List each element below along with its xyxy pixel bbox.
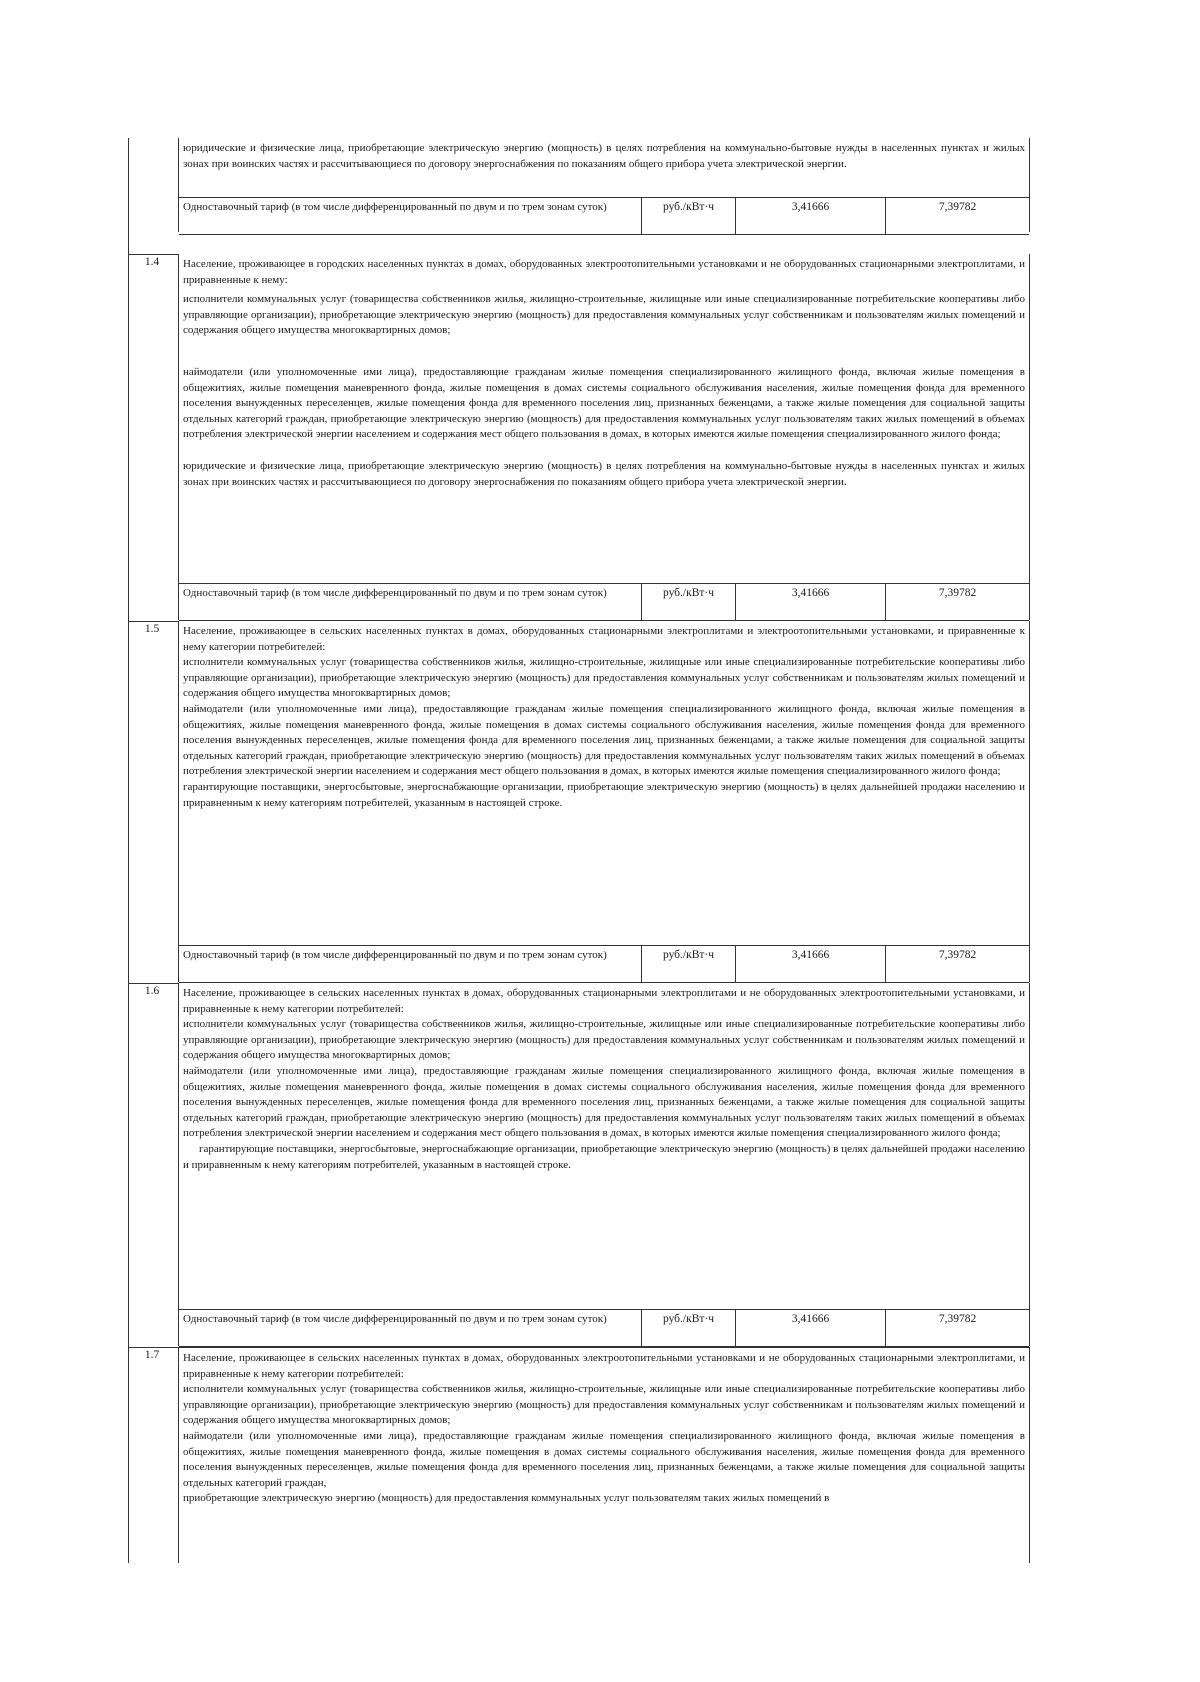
tariff-name: Одноставочный тариф (в том числе дифференцированный по двум и по трем зонам суток) bbox=[179, 946, 642, 982]
paragraph: Население, проживающее в сельских населенных пунктах в домах, оборудованных стационарными электроплитами и не оборудованных электроотопительными установками, и приравненные к нему категории потребителей: bbox=[183, 987, 1025, 1015]
tariff-name: Одноставочный тариф (в том числе дифференцированный по двум и по трем зонам суток) bbox=[179, 198, 642, 234]
tariff-unit: руб./кВт·ч bbox=[642, 584, 736, 620]
tariff-row bbox=[179, 197, 1029, 235]
paragraph: исполнители коммунальных услуг (товарищества собственников жилья, жилищно-строительные, жилищные или иные специализированные потребительские кооперативы либо управляющие организации), приобретающие электрическую энергию (мощность) для предоставления коммунальных услуг собственникам и пользователям жилых помещений и содержания общего имущества многоквартирных домов; bbox=[183, 293, 1025, 337]
paragraph: наймодатели (или уполномоченные ими лица), предоставляющие гражданам жилые помещения специализированного жилищного фонда, включая жилые помещения в общежитиях, жилые помещения маневренного фонда, жилые помещения в домах системы социального обслуживания населения, жилые помещения фонда для временного поселения вынужденных переселенцев, жилые помещения фонда для временного поселения лиц, признанных беженцами, а также жилые помещения для социальной защиты отдельных категорий граждан, приобретающие электрическую энергию (мощность) для предоставления коммунальных услуг пользователям таких жилых помещений в объемах потребления электрической энергии населением и содержания мест общего пользования в домах, в которых имеются жилые помещения специализированного жилого фонда; bbox=[183, 1064, 1025, 1140]
tariff-value-1: 3,41666 bbox=[736, 198, 886, 234]
tariff-unit: руб./кВт·ч bbox=[642, 1310, 736, 1346]
row-number: 1.7 bbox=[144, 1349, 160, 1361]
paragraph: приобретающие электрическую энергию (мощность) для предоставления коммунальных услуг пользователям таких жилых помещений в bbox=[183, 1492, 830, 1505]
paragraph: юридические и физические лица, приобретающие электрическую энергию (мощность) в целях потребления на коммунально-бытовые нужды в населенных пунктах и жилых зонах при воинских частях и рассчитывающиеся по договору энергоснабжения по показаниям общего прибора учета электрической энергии. bbox=[183, 142, 1025, 170]
paragraph: Население, проживающее в сельских населенных пунктах в домах, оборудованных электроотопительными установками и не оборудованных стационарными электроплитами, и приравненные к нему категории потребителей: bbox=[183, 1352, 1025, 1380]
row-text bbox=[179, 1348, 1029, 1509]
table-row-1-5 bbox=[178, 621, 1030, 982]
paragraph: наймодатели (или уполномоченные ими лица), предоставляющие гражданам жилые помещения специализированного жилищного фонда, включая жилые помещения в общежитиях, жилые помещения маневренного фонда, жилые помещения в домах системы социального обслуживания населения, жилые помещения фонда для временного поселения вынужденных переселенцев, жилые помещения фонда для временного поселения лиц, признанных беженцами, а также жилые помещения для социальной защиты отдельных категорий граждан, bbox=[183, 1429, 1025, 1489]
paragraph: юридические и физические лица, приобретающие электрическую энергию (мощность) в целях потребления на коммунально-бытовые нужды в населенных пунктах и жилых зонах при воинских частях и рассчитывающиеся по договору энергоснабжения по показаниям общего прибора учета электрической энергии. bbox=[183, 459, 1025, 488]
table-row-1-4 bbox=[178, 254, 1030, 620]
row-number: 1.5 bbox=[144, 623, 160, 635]
tariff-row bbox=[179, 583, 1029, 621]
row-text bbox=[179, 983, 1029, 1309]
tariff-value-2: 7,39782 bbox=[938, 201, 977, 213]
paragraph: Население, проживающее в сельских населенных пунктах в домах, оборудованных стационарными электроплитами и электроотопительными установками, и приравненные к нему категории потребителей: bbox=[183, 625, 1025, 653]
tariff-unit: руб./кВт·ч bbox=[642, 198, 736, 234]
row-divider bbox=[128, 254, 178, 255]
row-divider bbox=[128, 983, 178, 984]
row-continuation bbox=[178, 138, 1030, 232]
tariff-value-1: 3,41666 bbox=[736, 1310, 886, 1346]
tariff-value-2: 7,39782 bbox=[938, 587, 977, 599]
tariff-unit: руб./кВт·ч bbox=[642, 946, 736, 982]
tariff-name: Одноставочный тариф (в том числе дифференцированный по двум и по трем зонам суток) bbox=[179, 584, 642, 620]
tariff-value-1: 3,41666 bbox=[736, 584, 886, 620]
paragraph: исполнители коммунальных услуг (товарищества собственников жилья, жилищно-строительные, жилищные или иные специализированные потребительские кооперативы либо управляющие организации), приобретающие электрическую энергию (мощность) для предоставления коммунальных услуг собственникам и пользователям жилых помещений и содержания общего имущества многоквартирных домов; bbox=[183, 1018, 1025, 1062]
row-text bbox=[179, 254, 1029, 583]
paragraph: наймодатели (или уполномоченные ими лица), предоставляющие гражданам жилые помещения специализированного жилищного фонда, включая жилые помещения в общежитиях, жилые помещения маневренного фонда, жилые помещения в домах системы социального обслуживания населения, жилые помещения фонда для временного поселения вынужденных переселенцев, жилые помещения фонда для временного поселения лиц, признанных беженцами, а также жилые помещения для социальной защиты отдельных категорий граждан, приобретающие электрическую энергию (мощность) для предоставления коммунальных услуг пользователям таких жилых помещений в объемах потребления электрической энергии населением и содержания мест общего пользования в домах, в которых имеются жилые помещения специализированного жилого фонда; bbox=[183, 702, 1025, 778]
row-number: 1.6 bbox=[144, 985, 160, 997]
tariff-value-2: 7,39782 bbox=[938, 949, 977, 961]
paragraph: гарантирующие поставщики, энергосбытовые, энергоснабжающие организации, приобретающие электрическую энергию (мощность) в целях дальнейшей продажи населению и приравненным к нему категориям потребителей, указанным в настоящей строке. bbox=[183, 780, 1025, 809]
paragraph: Население, проживающее в городских населенных пунктах в домах, оборудованных электроотопительными установками и не оборудованных стационарными электроплитами, и приравненные к нему: bbox=[183, 258, 1025, 286]
tariff-value-1: 3,41666 bbox=[736, 946, 886, 982]
paragraph: наймодатели (или уполномоченные ими лица), предоставляющие гражданам жилые помещения специализированного жилищного фонда, включая жилые помещения в общежитиях, жилые помещения маневренного фонда, жилые помещения в домах системы социального обслуживания населения, жилые помещения фонда для временного поселения вынужденных переселенцев, жилые помещения фонда для временного поселения лиц, признанных беженцами, а также жилые помещения для социальной защиты отдельных категорий граждан, приобретающие электрическую энергию (мощность) для предоставления коммунальных услуг пользователям таких жилых помещений в объемах потребления электрической энергии населением и содержания мест общего пользования в домах, в которых имеются жилые помещения специализированного жилого фонда; bbox=[183, 365, 1025, 441]
paragraph: гарантирующие поставщики, энергосбытовые, энергоснабжающие организации, приобретающие электрическую энергию (мощность) в целях дальнейшей продажи населению и приравненным к нему категориям потребителей, указанным в настоящей строке. bbox=[183, 1142, 1025, 1171]
tariff-value-2: 7,39782 bbox=[938, 1313, 977, 1325]
row-text bbox=[179, 621, 1029, 945]
table-row-1-6 bbox=[178, 983, 1030, 1346]
tariff-row bbox=[179, 945, 1029, 983]
paragraph: исполнители коммунальных услуг (товарищества собственников жилья, жилищно-строительные, жилищные или иные специализированные потребительские кооперативы либо управляющие организации), приобретающие электрическую энергию (мощность) для предоставления коммунальных услуг собственникам и пользователям жилых помещений и содержания общего имущества многоквартирных домов; bbox=[183, 1383, 1025, 1427]
paragraph: исполнители коммунальных услуг (товарищества собственников жилья, жилищно-строительные, жилищные или иные специализированные потребительские кооперативы либо управляющие организации), приобретающие электрическую энергию (мощность) для предоставления коммунальных услуг собственникам и пользователям жилых помещений и содержания общего имущества многоквартирных домов; bbox=[183, 656, 1025, 700]
row-divider bbox=[128, 1347, 178, 1348]
row-divider bbox=[128, 621, 178, 622]
table-row-1-7 bbox=[178, 1347, 1030, 1563]
tariff-name: Одноставочный тариф (в том числе дифференцированный по двум и по трем зонам суток) bbox=[179, 1310, 642, 1346]
row-number: 1.4 bbox=[144, 256, 160, 268]
tariff-row bbox=[179, 1309, 1029, 1347]
row-text bbox=[179, 138, 1029, 197]
